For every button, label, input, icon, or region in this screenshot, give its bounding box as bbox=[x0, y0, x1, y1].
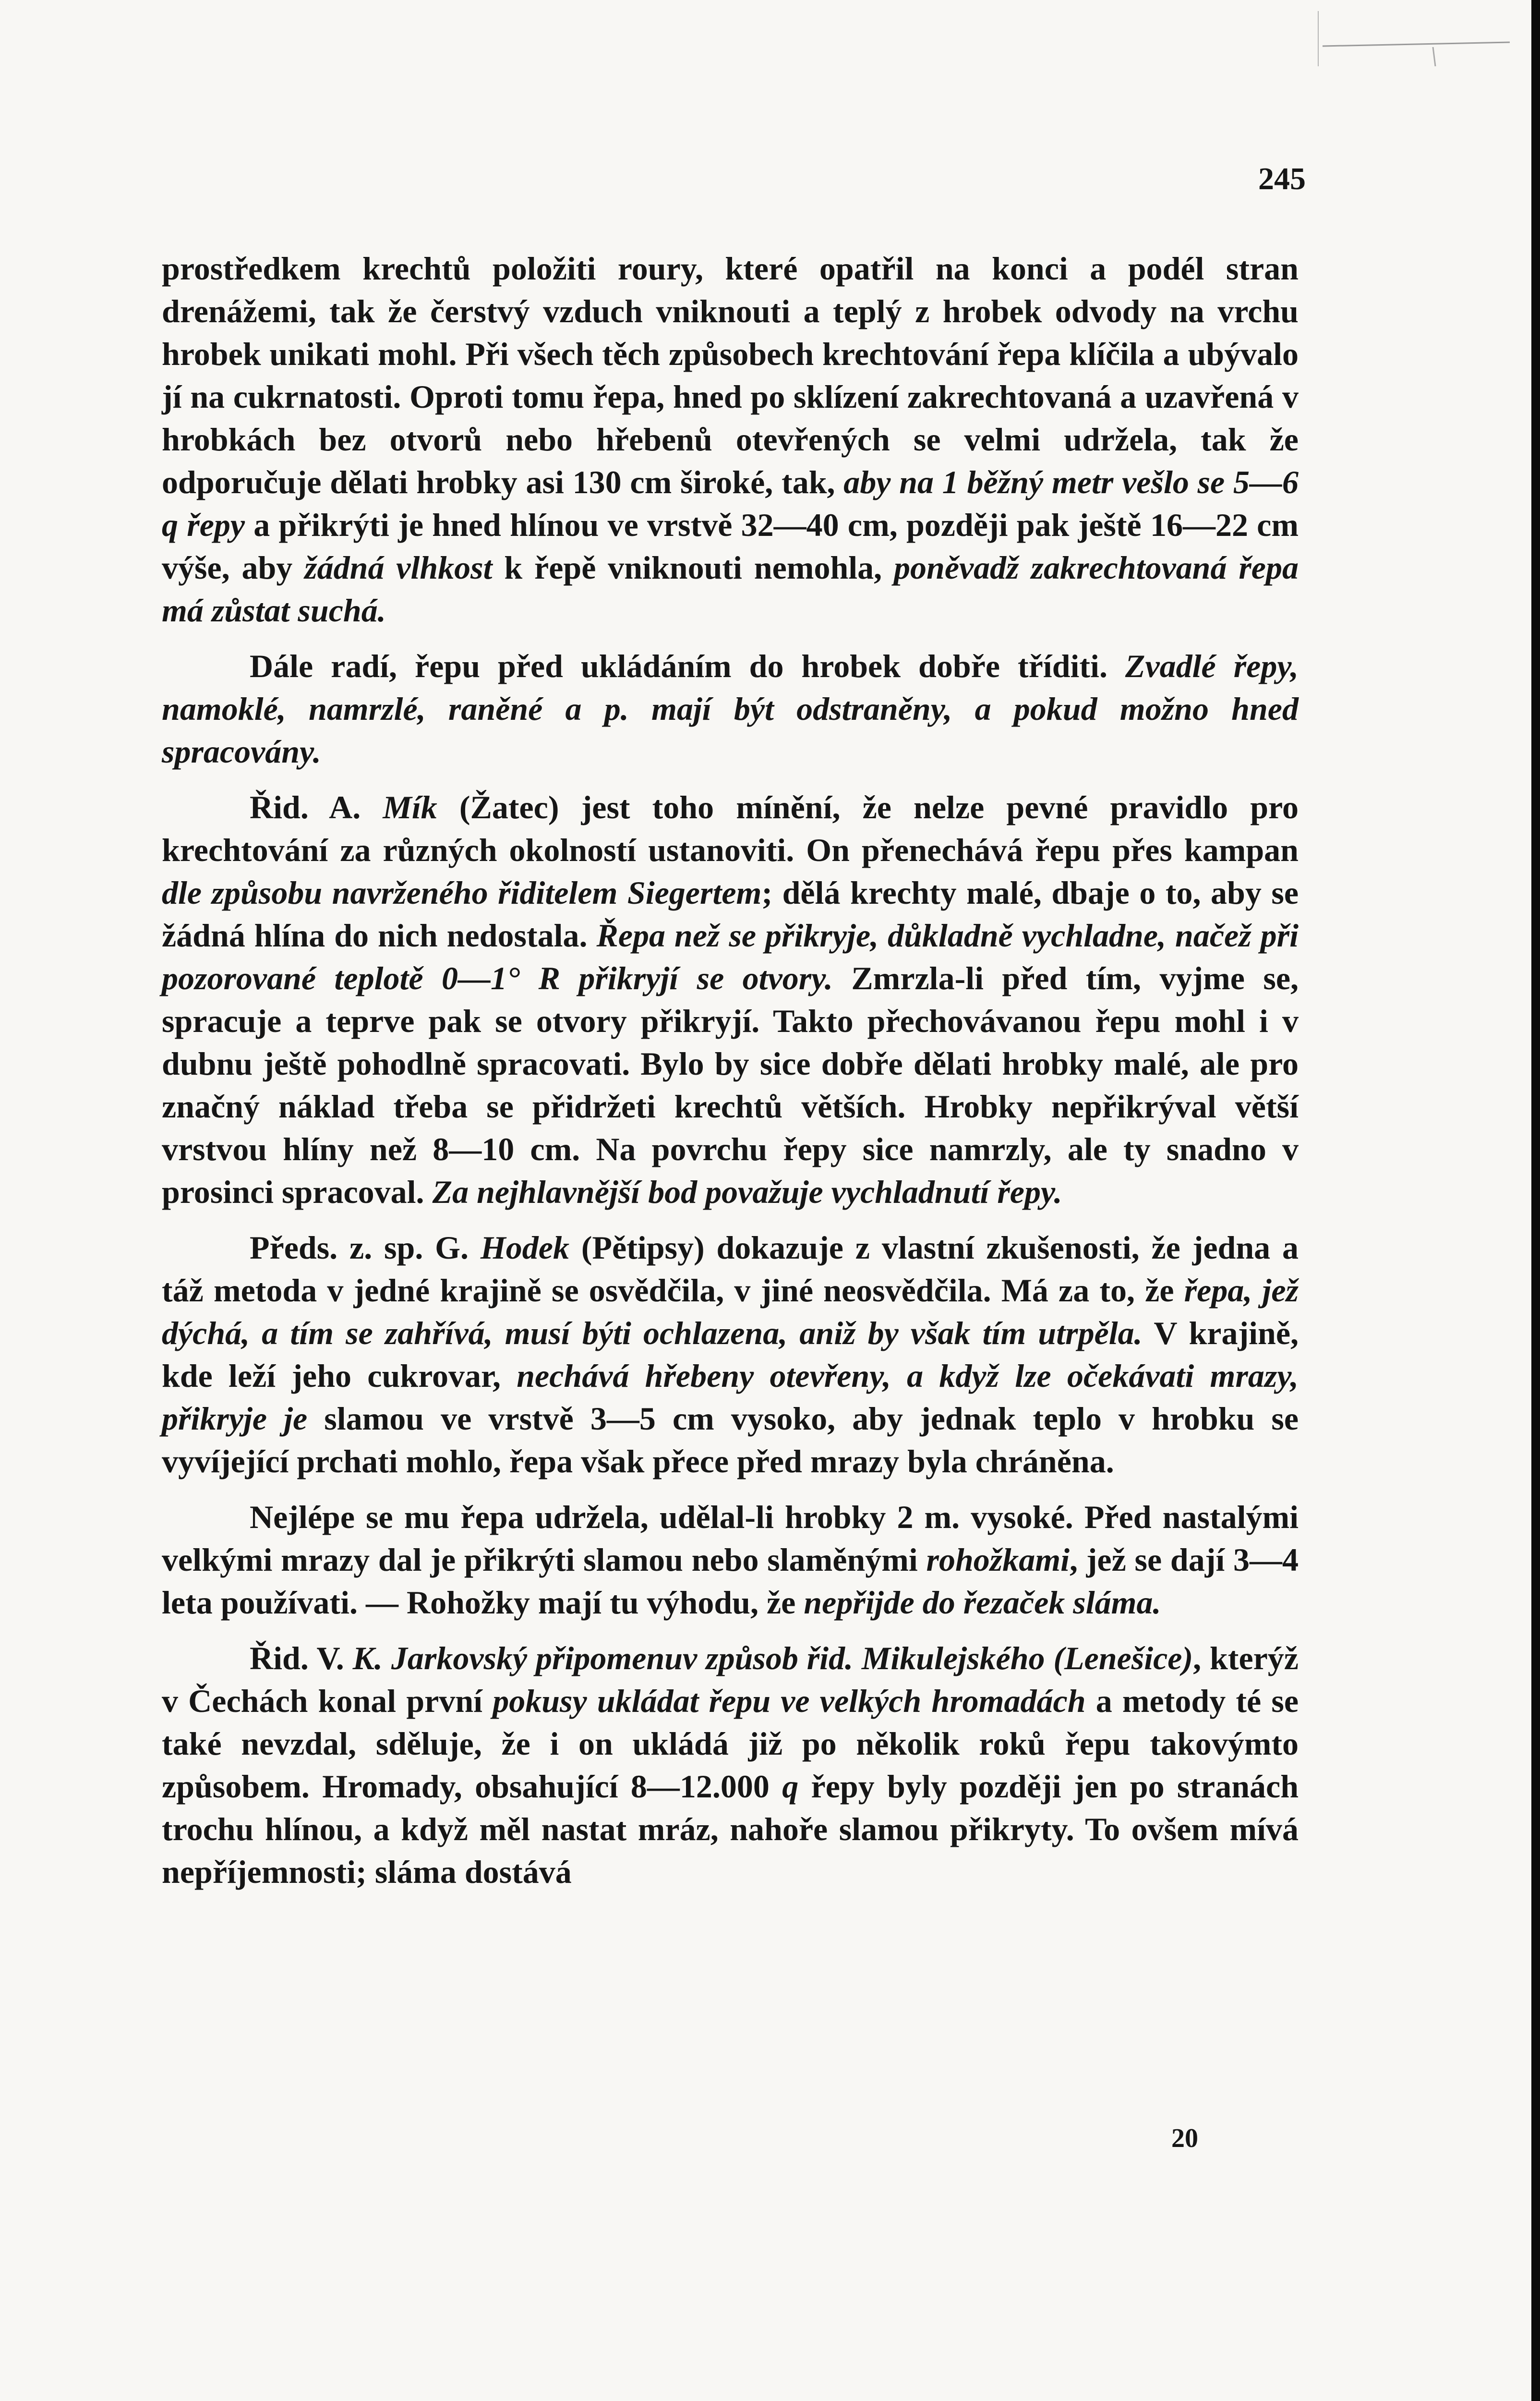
text-run: Řid. V. bbox=[250, 1640, 353, 1676]
signature-mark: 20 bbox=[1171, 2123, 1198, 2153]
text-run: Předs. z. sp. G. bbox=[250, 1229, 481, 1266]
paragraph bbox=[162, 247, 1299, 632]
italic-text: Za nejhlavnější bod považuje vychladnutí řepy. bbox=[432, 1174, 1062, 1210]
italic-text: Mík bbox=[383, 789, 437, 825]
italic-text: rohožkami bbox=[926, 1541, 1070, 1578]
italic-text: pokusy ukládat řepu ve velkých hromadách bbox=[493, 1683, 1086, 1719]
page-number: 245 bbox=[1258, 161, 1306, 196]
text-run: Řid. A. bbox=[250, 789, 383, 825]
italic-text: nepřijde do řezaček sláma. bbox=[804, 1584, 1161, 1621]
text-run: prostředkem krechtů položiti roury, které opatřil na konci a podél stran drenážemi, tak že čerstvý vzduch vniknouti a teplý z hrobek odvody na vrchu hrobek unikati mohl. Při všech těch způsobech krechtování řepa klíčila a ubývalo jí na cukrnatosti. Oproti tomu řepa, hned po sklízení zakrechtovaná a uzavřená v hrobkách bez otvorů nebo hřebenů otevřených se velmi udržela, tak že odporučuje dělati hrobky asi 130 cm široké, tak, bbox=[162, 250, 1299, 500]
text-run: k řepě vniknouti nemohla, bbox=[492, 549, 894, 586]
text-run: (Žatec) jest toho mínění, že nelze pevné pravidlo pro krechtování za různých okolností ustanoviti. On přenechává řepu přes kampan bbox=[162, 789, 1299, 868]
text-run: a přikrýti je hned hlínou ve vrstvě 32—40 cm, později pak ještě 16—22 cm výše, aby bbox=[162, 507, 1299, 586]
text-run: (Pětipsy) dokazuje z vlastní zkušenosti, že jedna a táž metoda v jedné krajině se osvědčila, v jiné neosvědčila. Má za to, že bbox=[162, 1229, 1299, 1309]
paragraph bbox=[162, 1226, 1299, 1483]
paragraph bbox=[162, 645, 1299, 773]
text-run: , jež se dají 3—4 leta používati. — Rohožky mají tu výhodu, že bbox=[162, 1541, 1299, 1621]
text-run: a metody té se také nevzdal, sděluje, že i on ukládá již po několik roků řepu takovýmto způsobem. Hromady, obsahující 8—12.000 bbox=[162, 1683, 1299, 1805]
paragraph bbox=[162, 786, 1299, 1213]
italic-text: Zvadlé řepy, namoklé, namrzlé, raněné a p. mají být odstraněny, a pokud možno hned spracovány. bbox=[162, 648, 1299, 770]
text-run: , kterýž v Čechách konal první bbox=[162, 1640, 1299, 1719]
body-text bbox=[162, 247, 1299, 1893]
italic-text: dle způsobu navrženého řiditelem Siegertem bbox=[162, 874, 762, 911]
text-run: ; dělá krechty malé, dbaje o to, aby se žádná hlína do nich nedostala. bbox=[162, 874, 1299, 954]
italic-text: aby na 1 běžný metr vešlo se 5—6 q řepy bbox=[162, 464, 1299, 543]
italic-text: q bbox=[782, 1768, 799, 1805]
text-run: Zmrzla-li před tím, vyjme se, spracuje a teprve pak se otvory přikryjí. Takto přechovávanou řepu mohl i v dubnu ještě pohodlně spracovati. Bylo by sice dobře dělati hrobky malé, ale pro značný náklad třeba se přidržeti krechtů větších. Hrobky nepřikrýval větší vrstvou hlíny než 8—10 cm. Na povrchu řepy sice namrzly, ale ty snadno v prosinci spracoval. bbox=[162, 960, 1299, 1210]
text-run: slamou ve vrstvě 3—5 cm vysoko, aby jednak teplo v hrobku se vyvíjející prchati mohlo, řepa však přece před mrazy byla chráněna. bbox=[162, 1400, 1299, 1479]
italic-text: nechává hřebeny otevřeny, a když lze očekávati mrazy, přikryje je bbox=[162, 1358, 1299, 1437]
text-run: Dále radí, řepu před ukládáním do hrobek dobře tříditi. bbox=[250, 648, 1125, 684]
text-run: řepy byly později jen po stranách trochu hlínou, a když měl nastat mráz, nahoře slamou přikryty. To ovšem mívá nepříjemnosti; sláma dostává bbox=[162, 1768, 1299, 1890]
scan-edge bbox=[1531, 0, 1540, 2401]
italic-text: žádná vlhkost bbox=[304, 549, 493, 586]
paragraph bbox=[162, 1496, 1299, 1624]
paragraph bbox=[162, 1637, 1299, 1893]
italic-text: Hodek bbox=[480, 1229, 569, 1266]
scan-corner-mark bbox=[1318, 9, 1517, 66]
text-run: V krajině, kde leží jeho cukrovar, bbox=[162, 1315, 1299, 1394]
italic-text: poněvadž zakrechtovaná řepa má zůstat suchá. bbox=[162, 549, 1299, 629]
text-run: Nejlépe se mu řepa udržela, udělal-li hrobky 2 m. vysoké. Před nastalými velkými mrazy dal je přikrýti slamou nebo slaměnými bbox=[162, 1499, 1299, 1578]
italic-text: K. Jarkovský připomenuv způsob řid. Mikulejského (Lenešice) bbox=[352, 1640, 1193, 1676]
italic-text: řepa, jež dýchá, a tím se zahřívá, musí býti ochlazena, aniž by však tím utrpěla. bbox=[162, 1272, 1299, 1351]
italic-text: Řepa než se přikryje, důkladně vychladne, načež při pozorované teplotě 0—1° R přikryjí se otvory. bbox=[162, 917, 1299, 996]
